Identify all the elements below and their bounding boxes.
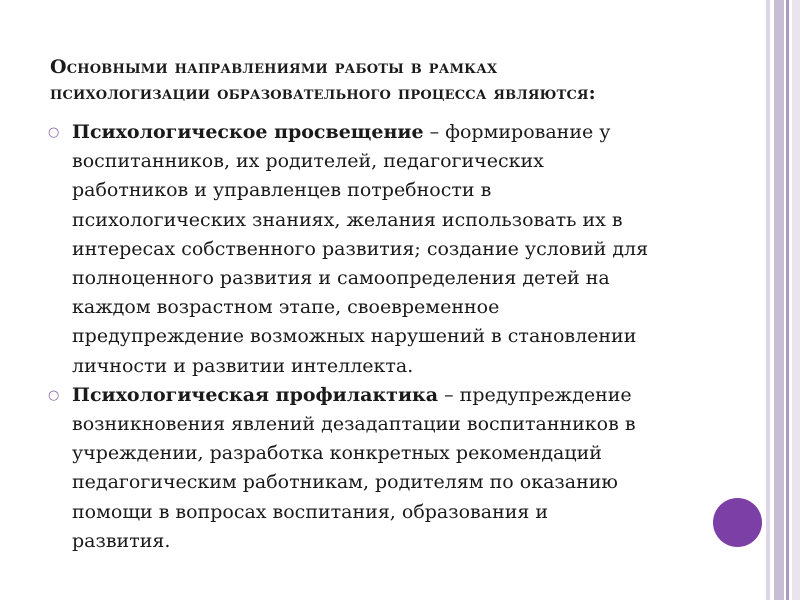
decor-circle <box>713 498 762 547</box>
text-line: каждом возрастном этапе, своевременное <box>72 296 500 319</box>
text-line: интересах собственного развития; создание условий для <box>72 237 649 260</box>
circle-bullet-icon: ○ <box>48 387 60 403</box>
decor-stripe <box>792 0 800 600</box>
text-line: предупреждение возможных нарушений в становлении <box>72 325 637 348</box>
decor-stripe <box>766 0 770 600</box>
circle-bullet-icon: ○ <box>48 125 60 140</box>
text-line: психологических знаниях, желания использовать их в <box>72 208 623 231</box>
text-line: полноценного развития и самоопределения детей на <box>72 267 610 290</box>
text-line: возникновения явлений дезадаптации воспитанников в <box>72 413 636 436</box>
list-item <box>48 118 738 381</box>
slide-title <box>50 54 750 106</box>
text-line: учреждении, разработка конкретных рекомендаций <box>72 442 602 465</box>
text-line: развития. <box>72 529 171 552</box>
term: Психологическая профилактика <box>72 383 439 406</box>
text-line: личности и развитии интеллекта. <box>72 354 414 377</box>
text-line: воспитанников, их родителей, педагогических <box>72 150 544 173</box>
term-description: – формирование у <box>423 121 611 143</box>
decor-stripe <box>786 0 789 600</box>
text-line: помощи в вопросах воспитания, образования и <box>72 500 549 523</box>
bullet-list <box>48 118 738 556</box>
title-line: Основными направлениями работы в рамках <box>50 56 498 78</box>
term: Психологическое просвещение <box>72 121 424 143</box>
text-line <box>72 381 738 410</box>
text-line: работников и управленцев потребности в <box>72 179 492 202</box>
text-line: педагогическим работникам, родителям по оказанию <box>72 471 618 494</box>
term-description: – предупреждение <box>438 383 632 406</box>
list-item <box>48 381 738 556</box>
text-line <box>72 118 738 147</box>
decor-stripe <box>774 0 784 600</box>
title-line: психологизации образовательного процесса являются: <box>50 82 596 104</box>
